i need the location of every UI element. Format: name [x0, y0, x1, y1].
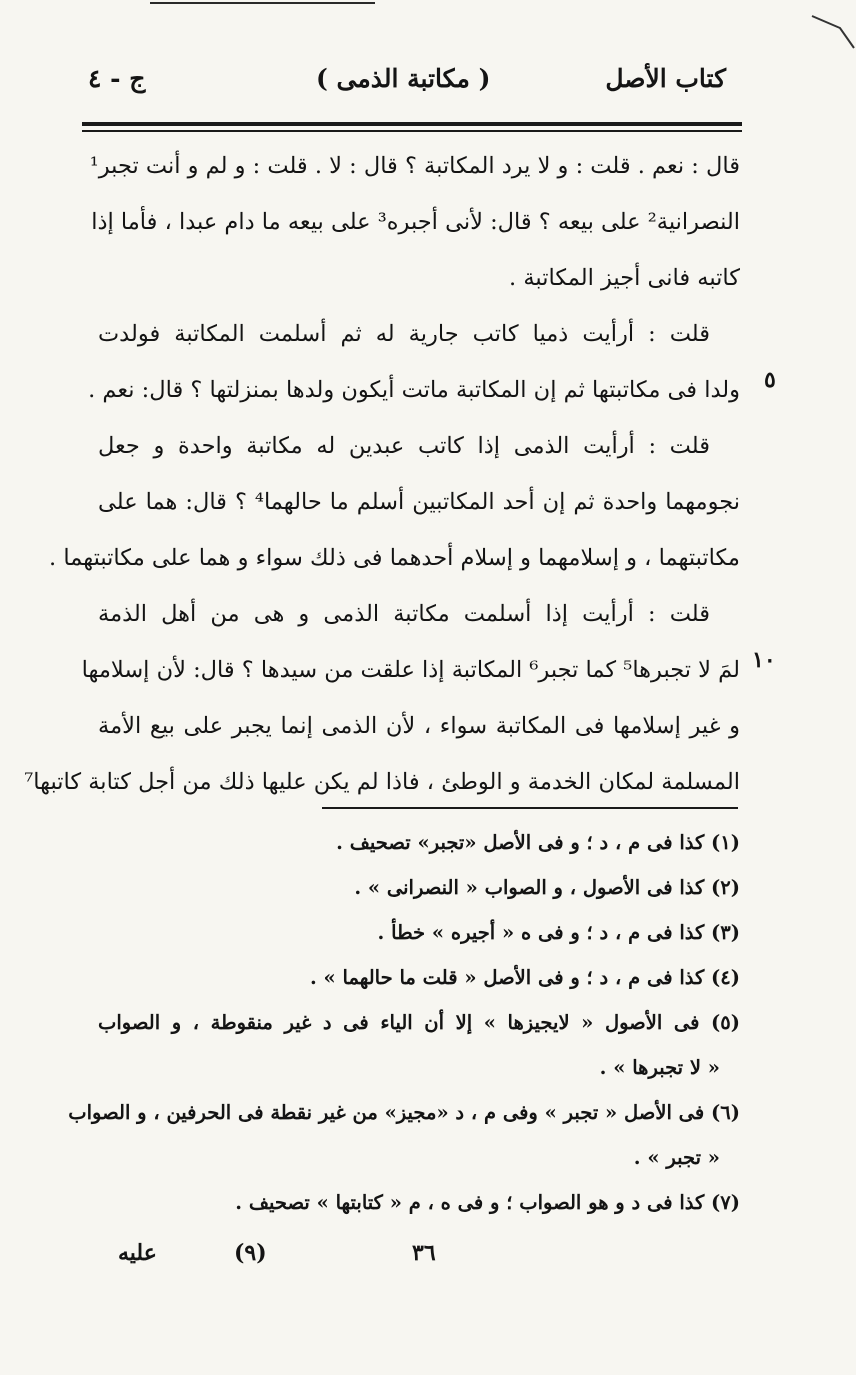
volume-number: ج - ٤ — [88, 64, 146, 93]
footnote: (١) كذا فى م ، د ؛ و فى الأصل «تجبر» تصحيف . — [336, 831, 740, 854]
catchword: عليه — [118, 1240, 157, 1266]
text-line: مكاتبتهما ، و إسلامهما و إسلام أحدهما فى ذلك سواء و هما على مكاتبتهما . — [49, 545, 740, 571]
text-line: نجومهما واحدة ثم إن أحد المكاتبين أسلم ما حالهما⁴ ؟ قال: هما على — [98, 489, 741, 515]
footnote-continuation: « تجبر » . — [633, 1146, 720, 1169]
text-line: قلت : أرأيت الذمى إذا كاتب عبدين له مكاتبة واحدة و جعل — [98, 433, 710, 459]
page-corner-fold — [810, 10, 856, 50]
footnote: (٣) كذا فى م ، د ؛ و فى ه « أجيره » خطأ . — [377, 921, 740, 944]
footnote-continuation: « لا تجبرها » . — [599, 1056, 720, 1079]
text-line: النصرانية² على بيعه ؟ قال: لأنى أجبره³ على بيعه ما دام عبدا ، فأما إذا — [91, 209, 740, 235]
scan-edge-line — [150, 2, 375, 4]
header-rule-thick — [82, 122, 742, 126]
header-rule-thin — [82, 130, 742, 132]
footnote: (٦) فى الأصل « تجبر » وفى م ، د «مجيز» من غير نقطة فى الحرفين ، و الصواب — [68, 1101, 740, 1124]
text-line: و غير إسلامها فى المكاتبة سواء ، لأن الذمى إنما يجبر على بيع الأمة — [98, 713, 740, 739]
text-line: قال : نعم . قلت : و لا يرد المكاتبة ؟ قال : لا . قلت : و لم و أنت تجبر¹ — [89, 153, 740, 179]
text-line: المسلمة لمكان الخدمة و الوطئ ، فاذا لم يكن عليها ذلك من أجل كتابة كاتبها⁷ — [24, 769, 740, 795]
signature-mark: (٩) — [234, 1240, 267, 1266]
text-line: قلت : أرأيت إذا أسلمت مكاتبة الذمى و هى من أهل الذمة — [98, 601, 710, 627]
book-title: كتاب الأصل — [605, 64, 726, 93]
text-line: كاتبه فانى أجيز المكاتبة . — [509, 265, 740, 291]
line-number-5: ٥ — [764, 367, 776, 393]
page-number: ٣٦ — [412, 1240, 436, 1266]
main-text — [24, 138, 741, 810]
footnotes — [68, 820, 740, 1225]
footnote-rule — [322, 807, 738, 809]
text-line: لمَ لا تجبرها⁵ كما تجبر⁶ المكاتبة إذا علقت من سيدها ؟ قال: لأن إسلامها — [81, 657, 740, 683]
footnote: (٥) فى الأصول « لايجيزها » إلا أن الياء فى د غير منقوطة ، و الصواب — [98, 1011, 740, 1034]
chapter-title: ( مكاتبة الذمى ) — [316, 64, 491, 93]
line-number-10: ١٠ — [752, 647, 776, 673]
text-line: قلت : أرأيت ذميا كاتب جارية له ثم أسلمت المكاتبة فولدت — [98, 321, 710, 347]
text-line: ولدا فى مكاتبتها ثم إن المكاتبة ماتت أيكون ولدها بمنزلتها ؟ قال: نعم . — [88, 377, 740, 403]
footnote: (٤) كذا فى م ، د ؛ و فى الأصل « قلت ما حالهما » . — [309, 966, 740, 989]
footnote: (٧) كذا فى د و هو الصواب ؛ و فى ه ، م « كتابتها » تصحيف . — [235, 1191, 740, 1214]
footnote: (٢) كذا فى الأصول ، و الصواب « النصرانى » . — [354, 876, 740, 899]
